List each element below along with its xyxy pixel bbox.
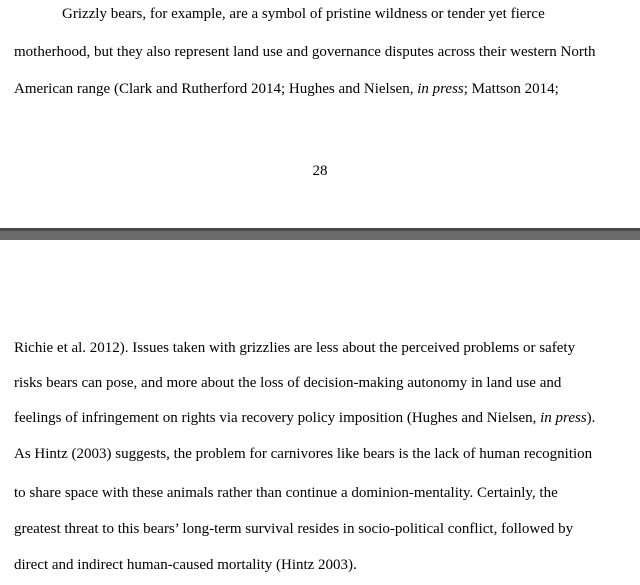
text-run: Richie et al. 2012). Issues taken with grizzlies are less about the perceived problems or safety: [14, 340, 576, 356]
paragraph-line-2: [14, 43, 596, 61]
paragraph-line-10: [14, 556, 357, 574]
text-run: direct and indirect human-caused mortality (Hintz 2003).: [14, 557, 357, 573]
paragraph-line-4: [14, 339, 575, 357]
text-run: motherhood, but they also represent land use and governance disputes across their western North: [14, 44, 596, 60]
document-page-28: [0, 0, 640, 228]
paragraph-line-3: [14, 80, 559, 98]
paragraph-line-6: [14, 409, 595, 427]
text-run: ).: [586, 410, 596, 426]
text-run: Grizzly bears, for example, are a symbol of pristine wildness or tender yet fierce: [62, 6, 545, 22]
paragraph-line-9: [14, 520, 573, 538]
text-run: feelings of infringement on rights via recovery policy imposition (Hughes and Nielsen,: [14, 410, 541, 426]
italic-text-run: in press: [417, 81, 464, 97]
page-break-divider: [0, 228, 640, 240]
text-run: American range (Clark and Rutherford 2014; Hughes and Nielsen,: [14, 81, 418, 97]
paragraph-line-5: [14, 374, 561, 392]
text-run: risks bears can pose, and more about the loss of decision-making autonomy in land use and: [14, 375, 562, 391]
text-run: to share space with these animals rather than continue a dominion-mentality. Certainly, the: [14, 485, 558, 501]
page-number: 28: [312, 163, 328, 179]
text-run: greatest threat to this bears’ long-term survival resides in socio-political conflict, followed by: [14, 521, 574, 537]
paragraph-line-7: [14, 445, 592, 463]
text-run: ; Mattson 2014;: [463, 81, 559, 97]
text-run: As Hintz (2003) suggests, the problem for carnivores like bears is the lack of human recognition: [14, 446, 593, 462]
paragraph-line-8: [14, 484, 558, 502]
document-page-29: [0, 240, 640, 585]
italic-text-run: in press: [540, 410, 587, 426]
paragraph-line-1: [62, 5, 545, 23]
